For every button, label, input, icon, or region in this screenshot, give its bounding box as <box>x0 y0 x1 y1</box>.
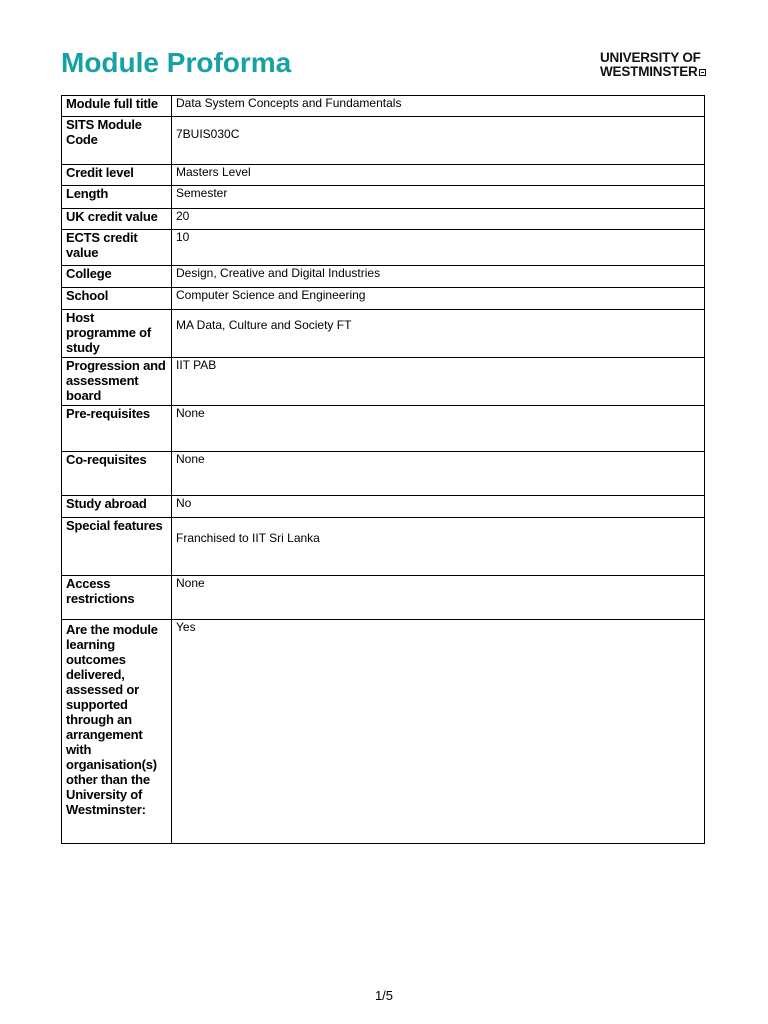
row-value-special-features: Franchised to IIT Sri Lanka <box>172 518 705 576</box>
row-label-progression-board: Progression and assessment board <box>62 358 172 406</box>
row-value-ects-credit-value: 10 <box>172 230 705 266</box>
row-label-ects-credit-value: ECTS credit value <box>62 230 172 266</box>
row-label-partner-arrangement: Are the module learning outcomes delivered, assessed or supported through an arrangement with organisation(s) other than the University of Westminster: <box>62 620 172 844</box>
row-value-college: Design, Creative and Digital Industries <box>172 266 705 288</box>
row-label-host-programme: Host programme of study <box>62 310 172 358</box>
table-row <box>62 518 705 576</box>
row-value-access-restrictions: None <box>172 576 705 620</box>
row-label-pre-requisites: Pre-requisites <box>62 406 172 452</box>
row-label-module-full-title: Module full title <box>62 96 172 117</box>
page-indicator: 1/5 <box>374 988 394 1003</box>
table-row <box>62 620 705 844</box>
module-details-table <box>61 95 705 844</box>
table-row <box>62 96 705 117</box>
row-value-partner-arrangement: Yes <box>172 620 705 844</box>
table-row <box>62 266 705 288</box>
table-row <box>62 452 705 496</box>
row-label-co-requisites: Co-requisites <box>62 452 172 496</box>
row-value-host-programme: MA Data, Culture and Society FT <box>172 310 705 358</box>
row-label-length: Length <box>62 186 172 209</box>
table-row <box>62 358 705 406</box>
table-row <box>62 117 705 165</box>
row-value-sits-module-code: 7BUIS030C <box>172 117 705 165</box>
page-title: Module Proforma <box>61 47 292 78</box>
row-label-sits-module-code: SITS Module Code <box>62 117 172 165</box>
row-label-school: School <box>62 288 172 310</box>
row-label-study-abroad: Study abroad <box>62 496 172 518</box>
table-row <box>62 310 705 358</box>
row-value-module-full-title: Data System Concepts and Fundamentals <box>172 96 705 117</box>
logo-mark-icon <box>699 69 706 76</box>
table-row <box>62 165 705 186</box>
row-value-length: Semester <box>172 186 705 209</box>
row-label-college: College <box>62 266 172 288</box>
logo-line-1: UNIVERSITY OF <box>600 50 701 65</box>
table-row <box>62 230 705 266</box>
table-row <box>62 209 705 230</box>
university-logo <box>600 51 706 79</box>
table-row <box>62 406 705 452</box>
table-row <box>62 496 705 518</box>
row-label-credit-level: Credit level <box>62 165 172 186</box>
row-value-co-requisites: None <box>172 452 705 496</box>
row-label-uk-credit-value: UK credit value <box>62 209 172 230</box>
row-label-special-features: Special features <box>62 518 172 576</box>
row-value-study-abroad: No <box>172 496 705 518</box>
row-value-school: Computer Science and Engineering <box>172 288 705 310</box>
row-value-progression-board: IIT PAB <box>172 358 705 406</box>
table-row <box>62 576 705 620</box>
table-row <box>62 186 705 209</box>
row-label-access-restrictions: Access restrictions <box>62 576 172 620</box>
row-value-pre-requisites: None <box>172 406 705 452</box>
table-row <box>62 288 705 310</box>
row-value-uk-credit-value: 20 <box>172 209 705 230</box>
row-value-credit-level: Masters Level <box>172 165 705 186</box>
logo-line-2: WESTMINSTER <box>600 64 698 79</box>
